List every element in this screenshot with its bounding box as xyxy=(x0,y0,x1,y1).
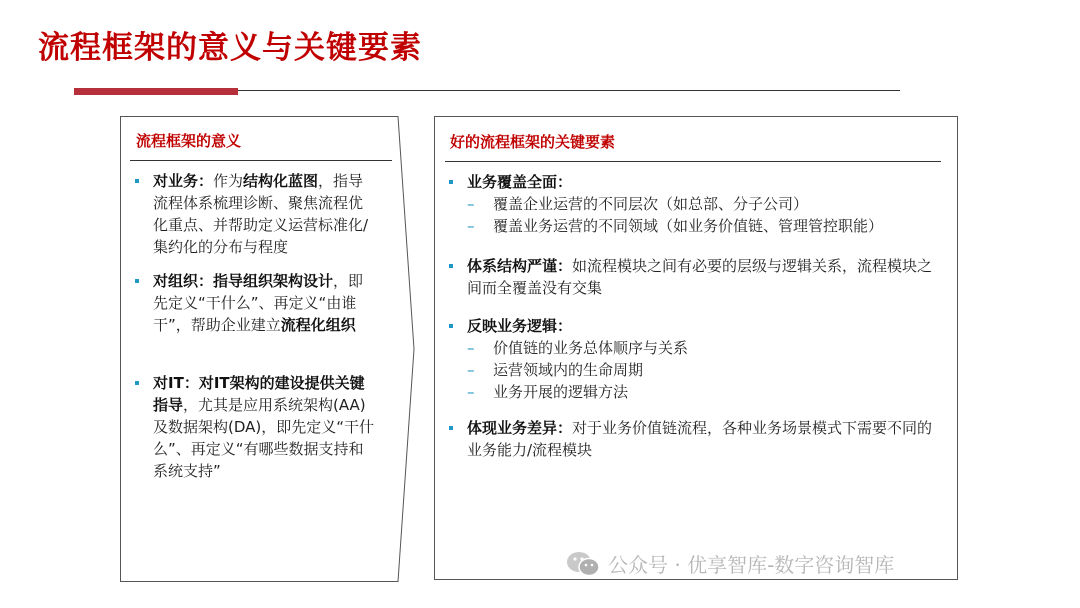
meaning-item-text: 对组织：指导组织架构设计，即先定义“干什么”、再定义“由谁干”，帮助企业建立流程化组织 xyxy=(153,272,364,334)
right-panel xyxy=(434,116,958,580)
key-element-text: 反映业务逻辑： xyxy=(467,317,573,335)
dash-icon: – xyxy=(467,217,475,235)
bullet-square-icon xyxy=(449,426,453,430)
key-element-structure xyxy=(467,255,937,299)
bullet-square-icon xyxy=(135,381,139,385)
sub-item: – 覆盖企业运营的不同层次（如总部、分子公司） xyxy=(467,195,809,213)
right-panel-rule xyxy=(445,161,941,162)
bullet-square-icon xyxy=(449,324,453,328)
dash-icon: – xyxy=(467,339,475,357)
bullet-square-icon xyxy=(135,279,139,283)
key-element-text: 体系结构严谨：如流程模块之间有必要的层级与逻辑关系，流程模块之间而全覆盖没有交集 xyxy=(467,257,933,297)
key-element-text: 业务覆盖全面： xyxy=(467,173,573,191)
dash-icon: – xyxy=(467,195,475,213)
left-panel-rule xyxy=(130,160,392,161)
left-panel xyxy=(120,116,415,581)
key-element-difference xyxy=(467,417,937,461)
key-element-logic xyxy=(467,315,937,403)
key-element-coverage xyxy=(467,171,937,237)
bullet-square-icon xyxy=(135,179,139,183)
title-divider xyxy=(238,90,900,91)
meaning-item-business xyxy=(153,170,375,258)
page-title: 流程框架的意义与关键要素 xyxy=(38,30,422,66)
meaning-item-text: 对IT：对IT架构的建设提供关键指导，尤其是应用系统架构(AA)及数据架构(DA)，即先定义“干什么”、再定义“有哪些数据支持和系统支持” xyxy=(153,374,375,480)
watermark xyxy=(566,549,894,578)
meaning-item-text: 对业务：作为结构化蓝图，指导流程体系梳理诊断、聚焦流程优化重点、并帮助定义运营标准化/集约化的分布与程度 xyxy=(153,172,369,256)
bullet-square-icon xyxy=(449,264,453,268)
meaning-item-organization xyxy=(153,270,375,336)
wechat-icon xyxy=(566,551,600,577)
bullet-square-icon xyxy=(449,180,453,184)
sub-item: – 价值链的业务总体顺序与关系 xyxy=(467,339,689,357)
watermark-text: 公众号 · 优享智库-数字咨询智库 xyxy=(608,553,895,577)
title-accent-bar xyxy=(74,88,238,95)
left-panel-heading: 流程框架的意义 xyxy=(136,132,242,150)
sub-item: – 覆盖业务运营的不同领域（如业务价值链、管理管控职能） xyxy=(467,217,884,235)
dash-icon: – xyxy=(467,361,475,379)
key-element-text: 体现业务差异：对于业务价值链流程，各种业务场景模式下需要不同的业务能力/流程模块 xyxy=(467,419,933,459)
sub-item: – 运营领域内的生命周期 xyxy=(467,361,644,379)
right-panel-heading: 好的流程框架的关键要素 xyxy=(450,133,616,151)
meaning-item-it xyxy=(153,372,375,482)
sub-item: – 业务开展的逻辑方法 xyxy=(467,383,629,401)
dash-icon: – xyxy=(467,383,475,401)
